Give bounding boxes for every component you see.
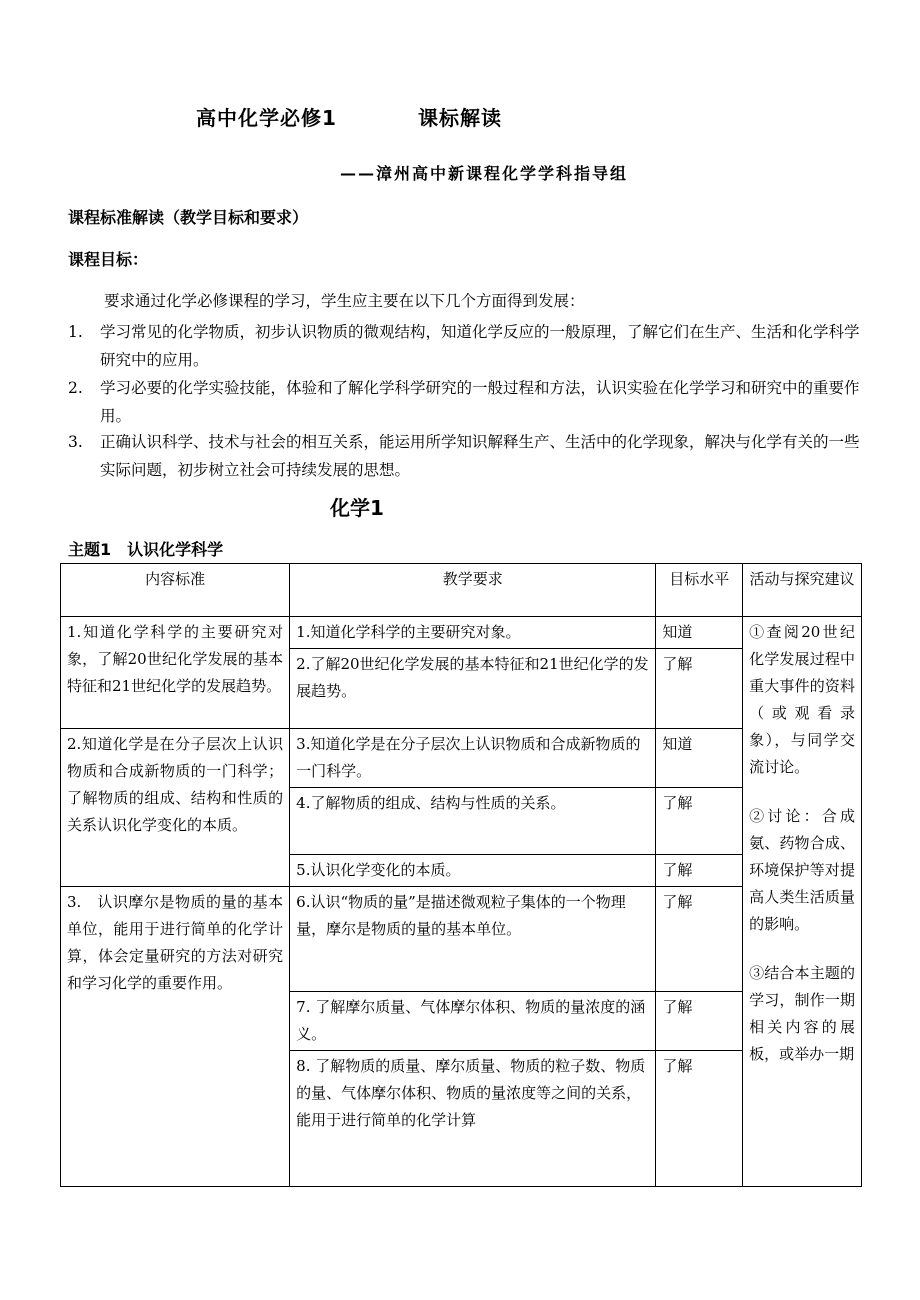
goal-text: 学习必要的化学实验技能，体验和了解化学科学研究的一般过程和方法，认识实验在化学学习和研究中的重要作用。: [100, 379, 860, 425]
standard-cell: 1.知道化学科学的主要研究对象，了解20世纪化学发展的基本特征和21世纪化学的发展趋势。: [61, 617, 290, 729]
table-row: [61, 887, 862, 992]
requirement-cell: 6.认识“物质的量”是描述微观粒子集体的一个物理量，摩尔是物质的量的基本单位。: [290, 887, 656, 992]
requirement-cell: 1.知道化学科学的主要研究对象。: [290, 617, 656, 649]
activity-item: ①查阅20世纪化学发展过程中重大事件的资料（或观看录象），与同学交流讨论。: [749, 623, 855, 776]
requirement-cell: 4.了解物质的组成、结构与性质的关系。: [290, 788, 656, 855]
chemistry-1-title: 化学1: [330, 496, 384, 520]
level-cell: 知道: [656, 729, 743, 788]
header-target-level: 目标水平: [656, 564, 743, 617]
goal-number: 2.: [68, 379, 83, 397]
goal-number: 3.: [68, 433, 83, 451]
activity-cell: [743, 617, 862, 1187]
requirement-cell: 3.知道化学是在分子层次上认识物质和合成新物质的一门科学。: [290, 729, 656, 788]
document-title-suffix: 课标解读: [418, 106, 502, 130]
section-heading: 课程标准解读（教学目标和要求）: [68, 208, 309, 227]
table-row: [61, 729, 862, 788]
requirements-table: [60, 563, 862, 1187]
header-content-standard: 内容标准: [61, 564, 290, 617]
level-cell: 了解: [656, 1051, 743, 1187]
activity-item: ②讨论：合成氨、药物合成、环境保护等对提高人类生活质量的影响。: [749, 807, 855, 933]
level-cell: 了解: [656, 649, 743, 729]
header-teaching-requirement: 教学要求: [290, 564, 656, 617]
goal-heading: 课程目标：: [68, 250, 149, 269]
document-title: 高中化学必修1: [196, 106, 337, 130]
standard-cell: 2.知道化学是在分子层次上认识物质和合成新物质的一门科学；了解物质的组成、结构和性质的关系认识化学变化的本质。: [61, 729, 290, 887]
intro-paragraph: 要求通过化学必修课程的学习，学生应主要在以下几个方面得到发展：: [104, 292, 585, 310]
requirement-cell: 8. 了解物质的质量、摩尔质量、物质的粒子数、物质的量、气体摩尔体积、物质的量浓度等之间的关系，能用于进行简单的化学计算: [290, 1051, 656, 1187]
requirement-cell: 5.认识化学变化的本质。: [290, 855, 656, 887]
goal-text: 学习常见的化学物质，初步认识物质的微观结构，知道化学反应的一般原理，了解它们在生产、生活和化学科学研究中的应用。: [100, 323, 860, 369]
table-row: [61, 617, 862, 649]
goal-text: 正确认识科学、技术与社会的相互关系，能运用所学知识解释生产、生活中的化学现象，解决与化学有关的一些实际问题，初步树立社会可持续发展的思想。: [100, 433, 860, 479]
level-cell: 了解: [656, 992, 743, 1051]
level-cell: 了解: [656, 855, 743, 887]
level-cell: 了解: [656, 788, 743, 855]
requirement-cell: 2.了解20世纪化学发展的基本特征和21世纪化学的发展趋势。: [290, 649, 656, 729]
level-cell: 知道: [656, 617, 743, 649]
theme-heading: 主题1 认识化学科学: [68, 540, 224, 559]
activity-item: ③结合本主题的学习，制作一期相关内容的展板，或举办一期: [749, 964, 855, 1063]
requirement-cell: 7. 了解摩尔质量、气体摩尔体积、物质的量浓度的涵义。: [290, 992, 656, 1051]
goal-number: 1.: [68, 323, 83, 341]
level-cell: 了解: [656, 887, 743, 992]
header-activity-suggestion: 活动与探究建议: [743, 564, 862, 617]
document-subtitle: ——漳州高中新课程化学学科指导组: [340, 164, 629, 183]
standard-cell: 3. 认识摩尔是物质的量的基本单位，能用于进行简单的化学计算，体会定量研究的方法对研究和学习化学的重要作用。: [61, 887, 290, 1187]
table-header-row: [61, 564, 862, 617]
